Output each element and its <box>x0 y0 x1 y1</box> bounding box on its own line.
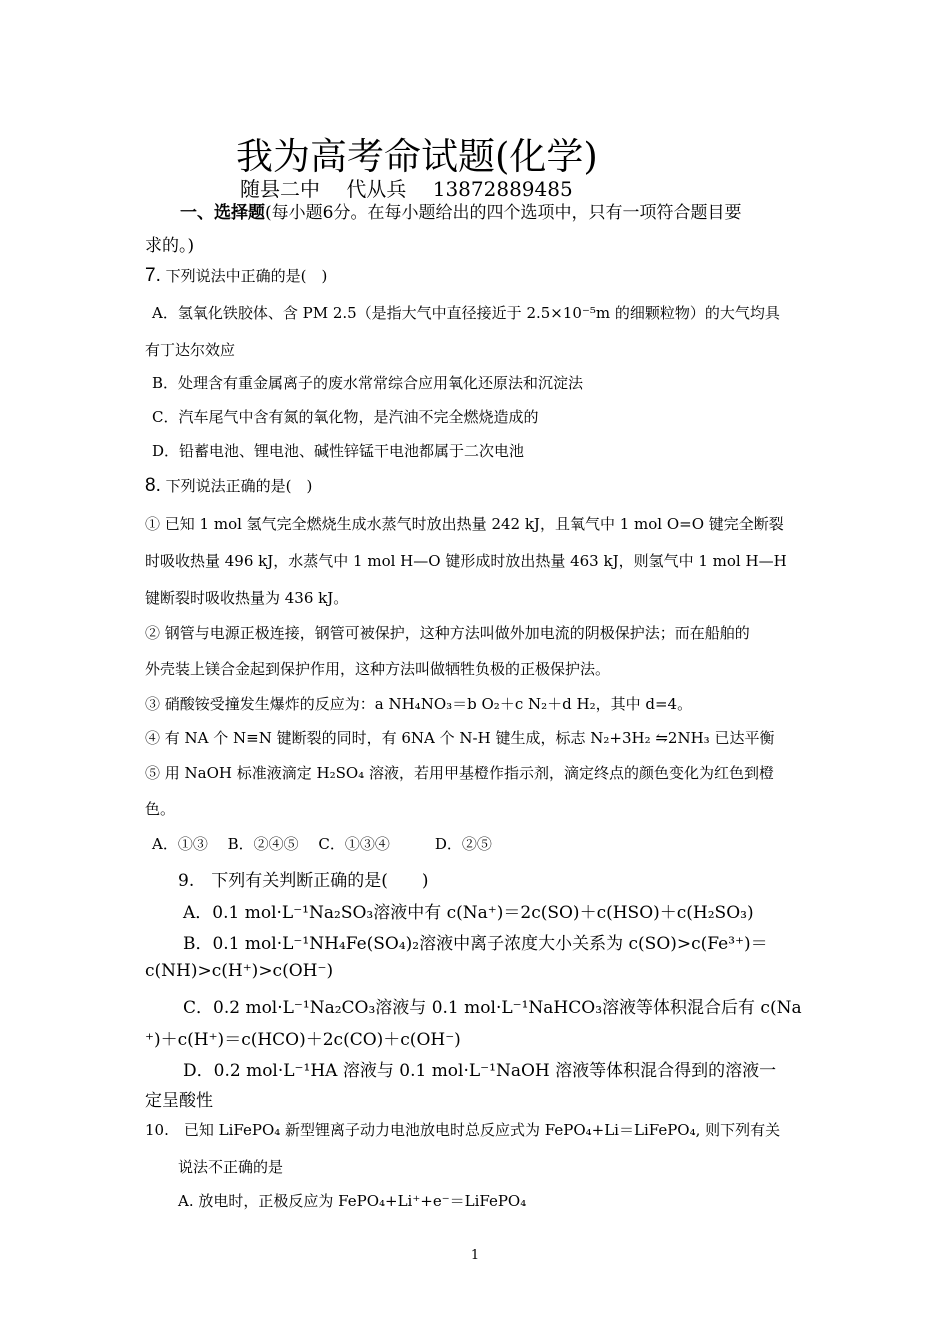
page-number: 1 <box>470 1248 480 1263</box>
section-heading: 一、选择题 <box>180 203 265 223</box>
q8-statement-4: ④ 有 NA 个 N≡N 键断裂的同时，有 6NA 个 N-H 键生成，标志 N₂+3H₂ ⇋2NH₃ 已达平衡 <box>145 729 775 747</box>
document-title: 我为高考命试题(化学) <box>236 135 598 178</box>
author-school: 随县二中 <box>240 177 320 201</box>
section-desc-cont: 求的。) <box>145 236 195 256</box>
q9-stem: 9. 下列有关判断正确的是( ) <box>178 871 429 891</box>
q7-stem <box>145 265 327 287</box>
q9-option-b: B．0.1 mol·L⁻¹NH₄Fe(SO₄)₂溶液中离子浓度大小关系为 c(SO)>c(Fe³⁺)＝ <box>183 934 768 954</box>
q7-option-c: C．汽车尾气中含有氮的氧化物，是汽油不完全燃烧造成的 <box>152 408 539 426</box>
q7-option-d: D．铅蓄电池、锂电池、碱性锌锰干电池都属于二次电池 <box>152 442 525 460</box>
q9-option-a: A．0.1 mol·L⁻¹Na₂SO₃溶液中有 c(Na⁺)＝2c(SO)＋c(HSO)＋c(H₂SO₃) <box>183 903 754 923</box>
q8-stem-text: 下列说法正确的是( ) <box>160 477 313 495</box>
q9-option-c-cont: ⁺)＋c(H⁺)＝c(HCO)＋2c(CO)＋c(OH⁻) <box>145 1030 461 1050</box>
section-heading-line <box>180 198 741 223</box>
q7-option-a: A．氢氧化铁胶体、含 PM 2.5（是指大气中直径接近于 2.5×10⁻⁵m 的细颗粒物）的大气均具 <box>152 304 780 322</box>
q7-option-a-cont: 有丁达尔效应 <box>145 341 236 359</box>
q10-stem: 10. 已知 LiFePO₄ 新型锂离子动力电池放电时总反应式为 FePO₄+Li＝LiFePO₄, 则下列有关 <box>145 1121 781 1139</box>
q9-option-c: C．0.2 mol·L⁻¹Na₂CO₃溶液与 0.1 mol·L⁻¹NaHCO₃溶液等体积混合后有 c(Na <box>183 998 802 1018</box>
q8-statement-1-cont: 时吸收热量 496 kJ，水蒸气中 1 mol H—O 键形成时放出热量 463 kJ，则氢气中 1 mol H—H <box>145 552 787 570</box>
q9-option-d-cont: 定呈酸性 <box>145 1091 213 1111</box>
q8-statement-5-cont: 色。 <box>145 800 176 818</box>
q8-statement-1: ① 已知 1 mol 氢气完全燃烧生成水蒸气时放出热量 242 kJ，且氧气中 1 mol O=O 键完全断裂 <box>145 515 784 533</box>
q10-stem-cont: 说法不正确的是 <box>178 1158 284 1176</box>
q9-option-d: D．0.2 mol·L⁻¹HA 溶液与 0.1 mol·L⁻¹NaOH 溶液等体积混合得到的溶液一 <box>183 1061 777 1081</box>
author-phone: 13872889485 <box>432 177 573 201</box>
section-desc: (每小题6分。在每小题给出的四个选项中，只有一项符合题目要 <box>265 203 742 223</box>
q7-number: 7. <box>145 265 161 286</box>
q9-option-b-cont: c(NH)>c(H⁺)>c(OH⁻) <box>145 961 334 981</box>
q7-option-b: B．处理含有重金属离子的废水常常综合应用氧化还原法和沉淀法 <box>152 374 584 392</box>
q8-statement-5: ⑤ 用 NaOH 标准液滴定 H₂SO₄ 溶液，若用甲基橙作指示剂，滴定终点的颜色变化为红色到橙 <box>145 764 774 782</box>
q8-number: 8. <box>145 475 161 496</box>
q8-statement-3: ③ 硝酸铵受撞发生爆炸的反应为：a NH₄NO₃＝b O₂＋c N₂＋d H₂，其中 d=4。 <box>145 695 693 713</box>
author-name: 代从兵 <box>346 177 407 201</box>
q8-statement-2-cont: 外壳装上镁合金起到保护作用，这种方法叫做牺牲负极的正极保护法。 <box>145 660 611 678</box>
q8-options: A．①③ B．②④⑤ C．①③④ D．②⑤ <box>152 835 492 853</box>
q8-statement-1-end: 键断裂时吸收热量为 436 kJ。 <box>145 589 349 607</box>
q8-stem <box>145 475 312 497</box>
q10-option-a: A. 放电时，正极反应为 FePO₄+Li⁺+e⁻＝LiFePO₄ <box>178 1192 527 1210</box>
q8-statement-2: ② 钢管与电源正极连接，钢管可被保护，这种方法叫做外加电流的阴极保护法；而在船舶的 <box>145 624 750 642</box>
q7-stem-text: 下列说法中正确的是( ) <box>160 267 328 285</box>
